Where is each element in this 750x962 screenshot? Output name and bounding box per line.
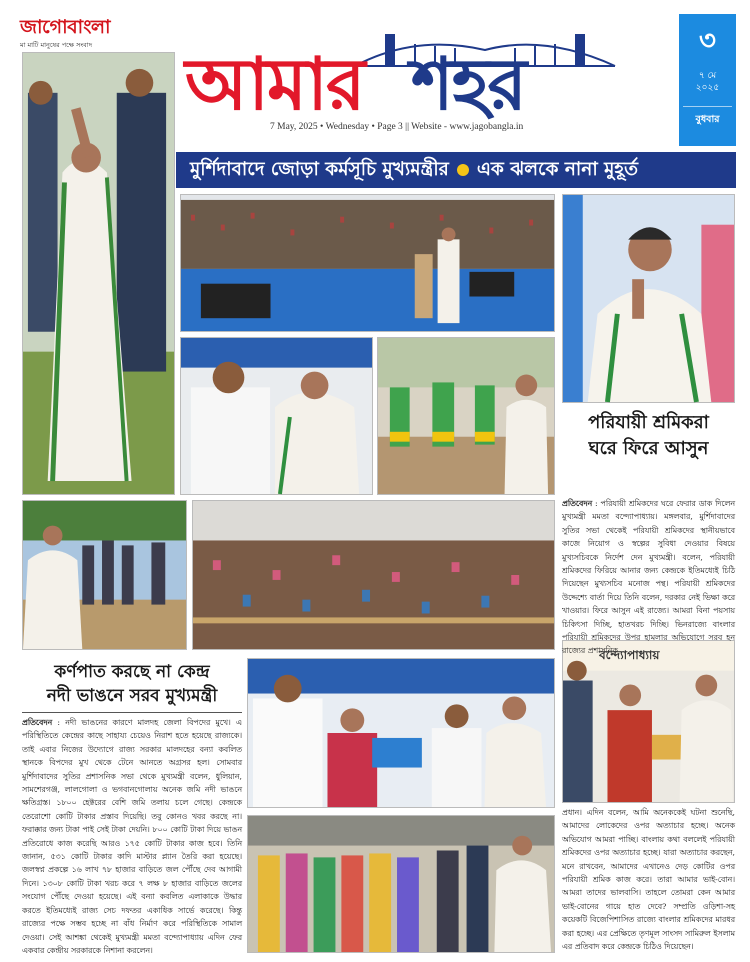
masthead-title-right: শহর (411, 41, 526, 126)
masthead-title (185, 30, 665, 126)
headline-migrant-line-1: পরিযায়ী শ্রমিকরা (588, 412, 709, 433)
article-migrant-body (562, 497, 735, 656)
article-migrant-text: : পরিযায়ী শ্রমিকদের ঘরে ফেরার ডাক দিলেন মুখ্যমন্ত্রী মমতা বন্দ্যোপাধ্যায়। মঙ্গলবার, মুর্শিদাবাদের সুতির সভা থেকেই পরিযায়ী শ্রমিকদের স্থানীয়ভাবে কাজে নিয়োগ ও স্বল্পের সুবিধা দেওয়ার বিষয়ে মুখ্যসচিবকে নির্দেশ দেন মুখ্যমন্ত্রী। বলেন, পরিযায়ী শ্রমিকদের ফিরিয়ে আনার জন্য কেন্দ্রকে ইতিমধ্যেই চিঠি দিয়েছেন মুখ্যসচিব মনোজ পন্থ। পরিযায়ী শ্রমিকদের উদ্দেশ্যে বার্তা দিয়ে তিনি বলেন, দরকার নেই ভিক্ষা করে খাওয়ার। ফিরে আসুন এই রাজ্যে। আমরা বিনা পয়সায় চিকিৎসা দিচ্ছি, হাতখরচ দিচ্ছি। ভিনরাজ্যে বাংলার পরিযায়ী শ্রমিকদের উপর হামলার অভিযোগে সরব হন রাজ্যের প্রশাসনিক (562, 499, 735, 656)
headline-river-line-1: কর্ণপাত করছে না কেন্দ্র (54, 662, 210, 682)
banner-right-text: এক ঝলকে নানা মুহূর্ত (476, 158, 638, 180)
article-river-text: : নদী ভাঙনের কারণে মালদহ জেলা বিপদের মুখে। এ পরিস্থিতিতে কেন্দ্রের কাছে সাহায্য চেয়েও নিরাশ হতে হয়েছে রাজ্যকে। তাই এবার নিজের উদ্যোগে রাজ্য সরকার মালদহের বন্যা কবলিত স্থানকে বিপদের মুখ থেকে টেনে আনতে অগ্রসর হল। সোমবার মুর্শিদাবাদের সুতির প্রশাসনিক সভা থেকে মুখ্যমন্ত্রী বলেন, ধুলিয়ান, সামশেরগঞ্জ, লালগোলা ও ভগবানগোলায় অনেক জমি নদী ভাঙনে ক্ষতিগ্রস্ত। ১৮০০ হেক্টরের বেশি জমি তলায় চলে গেছে। কেন্দ্রকে তেরোশো কোটি টাকার প্রস্তাব দিয়েছি। তবু কোনও খবর করছে না। ফরাক্কার জন্য টাকা পাই সেই টাকা দেয়নি। ৮০০ কোটি টাকা দিয়ে ভাঙন প্রতিরোধে কাজ করেছি আরও ১৭৫ কোটি টাকার কাজ হবে। তিনি জানান, ৫৩১ কোটি টাকার কাদি মাস্টার প্ল্যান তৈরি করা হয়েছে। জলস্বপ্ন প্রকল্পে ১৬ লাখ ৭৮ হাজার বাড়িতে জল পৌঁছে দেব আগামী দিনে। ১৩০৮ কোটি টাকা খরচ করে ৭ লক্ষ ৮ হাজার বাড়িতে জলের সংযোগ পৌঁছে দেওয়া হয়েছে। এই বন্যা কবলিত এলাকাকে উদ্ধার করতে ইতিমধ্যেই রাজ্য সেচ দফতর একাধিক সার্ভে করেছে। কিন্তু রাজ্যের পক্ষে সম্ভব হচ্ছে না বাঁধ নির্মাণ করে পরিস্থিতিকে সামাল দেওয়া। সেই আশঙ্কা থেকেই মুখ্যমন্ত্রী মমতা বন্দ্যোপাধ্যায় এদিন ফের একবার কেন্দ্রীয় সরকারকে নিশানা করলেন। (22, 718, 242, 955)
article-river-tag: প্রতিবেদন (22, 718, 53, 727)
photo-cm-walking[interactable] (22, 500, 187, 650)
page-year: ২০২৫ (695, 83, 720, 93)
headline-migrant-line-2: ঘরে ফিরে আসুন (588, 438, 709, 459)
article-migrant-tag: প্রতিবেদন (562, 499, 593, 508)
bullet-dot-icon (457, 164, 469, 176)
page-number-box (679, 14, 736, 146)
article-migrant-continued: প্রধান। এদিন বলেন, আমি অনেককেই ঘটনা শুনেছি, আমাদের লোকেদের ওপর অত্যাচার হচ্ছে। অনেক অভিযোগ আমরা পাচ্ছি। বাংলায় কথা বললেই পরিযায়ী শ্রমিকদের ওপর অত্যাচার হচ্ছে। যারা অত্যাচার করছেন, মনে রাখবেন, আমাদের এখানেও দেড় কোটির ওপর পরিযায়ী শ্রমিক কাজ করে। তারা আমার ভাই-বোন। আমরা তাদের ভালবাসি। তাহলে তোমরা কেন আমার ভাই-বোনের গায়ে হাত দেবে? সম্প্রতি ওড়িশা-সহ কয়েকটি বিজেপিশাসিত রাজ্যে বাংলার শ্রমিকদের মারধর করা হচ্ছে। এর প্রেক্ষিতে তৃণমূল সাংসদ সামিরুল ইসলাম এর প্রতিবাদ করে কেন্দ্রকে চিঠিও দিয়েছেন। (562, 808, 735, 952)
photo-cm-gift-presentation[interactable] (247, 658, 555, 808)
page-day: বুধবার (683, 106, 732, 127)
banner-left-text: মুর্শিদাবাদে জোড়া কর্মসূচি মুখ্যমন্ত্রীর (190, 158, 449, 180)
page-number: ৩ (699, 26, 716, 56)
photo-backdrop-text: বন্দ্যোপাধ্যায় (599, 648, 660, 662)
photo-cm-felicitation[interactable] (562, 640, 735, 803)
photo-cm-greeting-women[interactable] (247, 815, 555, 953)
headline-banner (176, 152, 736, 188)
brand-logo[interactable] (20, 16, 170, 50)
headline-migrant-workers[interactable] (562, 410, 735, 462)
issue-meta-line: 7 May, 2025 • Wednesday • Page 3 || Website - www.jagobangla.in (270, 122, 524, 132)
photo-tent-crowd[interactable] (192, 500, 555, 650)
photo-cm-with-elder[interactable] (180, 337, 373, 495)
headline-river-erosion[interactable] (22, 660, 242, 708)
photo-folk-dancers[interactable] (377, 337, 555, 495)
article-river-body (22, 716, 242, 956)
masthead-title-left: আমার (185, 41, 364, 126)
photo-stage-crowd[interactable] (180, 194, 555, 332)
photo-cm-namaste[interactable] (562, 194, 735, 403)
headline-divider (22, 712, 242, 713)
brand-name: জাগোবাংলা (20, 16, 111, 38)
headline-river-line-2: নদী ভাঙনে সরব মুখ্যমন্ত্রী (46, 686, 218, 706)
photo-cm-waving[interactable] (22, 52, 175, 495)
brand-tagline: মা মাটি মানুষের পক্ষে সংবাদ (20, 41, 93, 49)
page-date: ৭ মে (698, 71, 717, 81)
